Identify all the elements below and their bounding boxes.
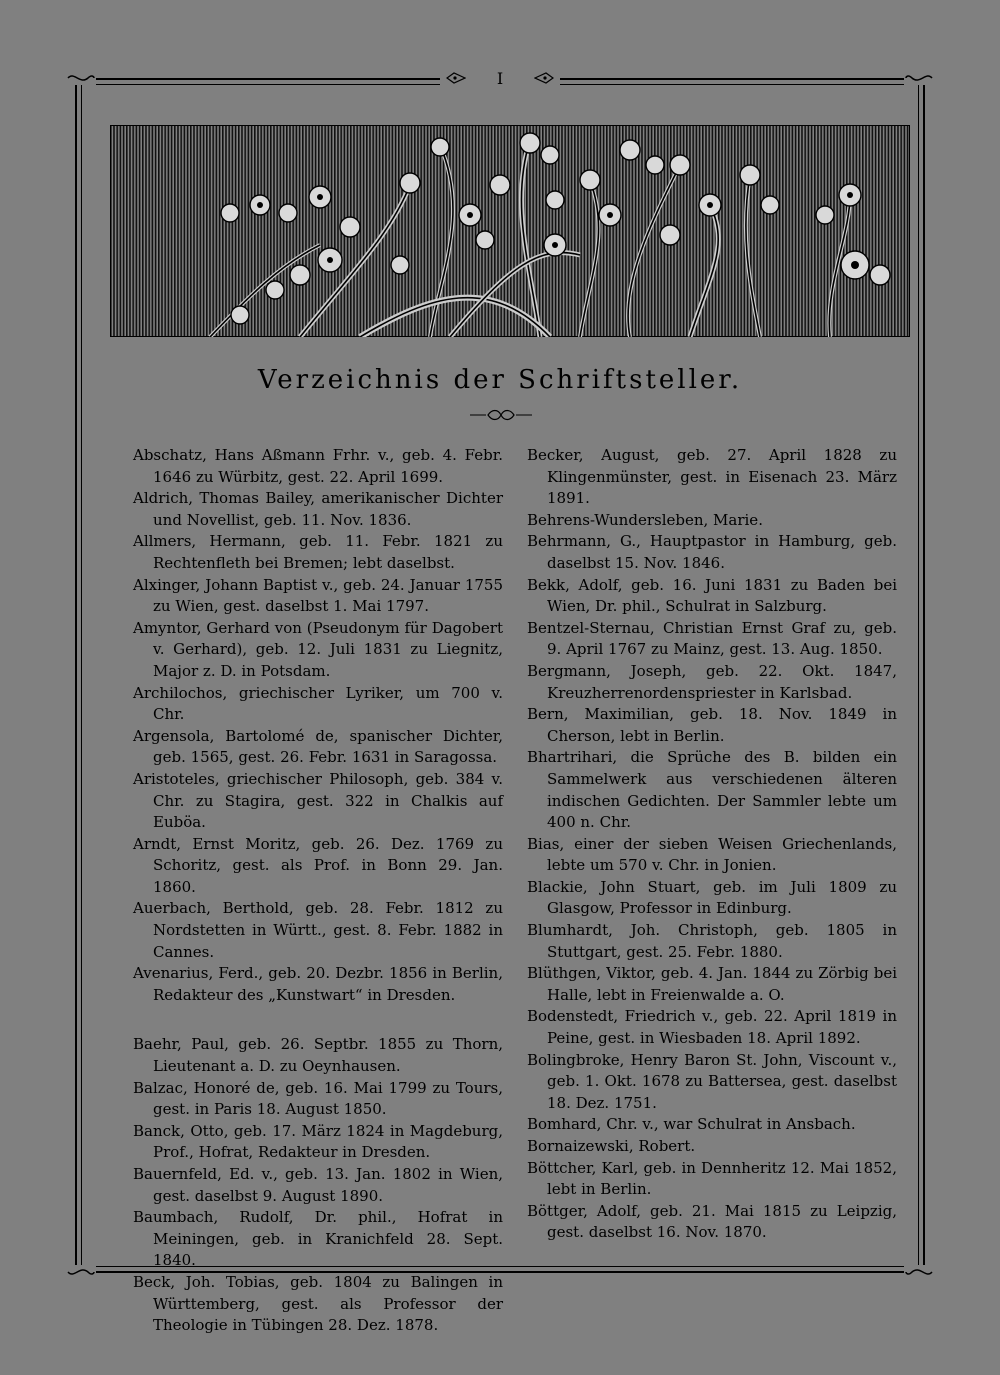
author-entry: Bolingbroke, Henry Baron St. John, Viscount v., geb. 1. Okt. 1678 zu Battersea, gest. daselbst 18. Dez. 1751. [527, 1050, 897, 1112]
author-entry: Böttger, Adolf, geb. 21. Mai 1815 zu Leipzig, gest. daselbst 16. Nov. 1870. [527, 1201, 897, 1242]
author-entry: Bern, Maximilian, geb. 18. Nov. 1849 in Cherson, lebt in Berlin. [527, 705, 897, 745]
author-entry: Böttcher, Karl, geb. in Dennheritz 12. Mai 1852, lebt in Berlin. [527, 1158, 897, 1199]
author-entry: Alxinger, Johann Baptist v., geb. 24. Januar 1755 zu Wien, gest. daselbst 1. Mai 1797. [133, 575, 503, 616]
author-entry: Behrens-Wundersleben, Marie. [527, 510, 763, 529]
author-entry: Blüthgen, Viktor, geb. 4. Jan. 1844 zu Zörbig bei Halle, lebt in Freienwalde a. O. [527, 964, 897, 1004]
author-entry: Bornaizewski, Robert. [527, 1137, 696, 1155]
author-entry: Behrmann, G., Hauptpastor in Hamburg, geb. daselbst 15. Nov. 1846. [527, 532, 897, 572]
corner-ornament-top-left [66, 71, 96, 85]
corner-ornament-bottom-left [66, 1265, 96, 1279]
heading-ornament [468, 408, 534, 422]
page-number: I [496, 69, 504, 88]
author-entry: Aldrich, Thomas Bailey, amerikanischer Dichter und Novellist, geb. 11. Nov. 1836. [133, 489, 503, 529]
author-entry: Baumbach, Rudolf, Dr. phil., Hofrat in Meiningen, geb. in Kranichfeld 28. Sept. 1840. [133, 1208, 503, 1270]
flower-header-illustration [110, 125, 910, 337]
author-entry: Blackie, John Stuart, geb. im Juli 1809 zu Glasgow, Professor in Edinburg. [527, 877, 897, 918]
author-entry: Bekk, Adolf, geb. 16. Juni 1831 zu Baden bei Wien, Dr. phil., Schulrat in Salzburg. [527, 575, 897, 616]
author-entry: Amyntor, Gerhard von (Pseudonym für Dagobert v. Gerhard), geb. 12. Juli 1831 zu Liegnitz, Major z. D. in Potsdam. [133, 618, 503, 680]
author-entry: Bomhard, Chr. v., war Schulrat in Ansbach. [527, 1115, 856, 1134]
author-entry: Allmers, Hermann, geb. 11. Febr. 1821 zu Rechtenfleth bei Bremen; lebt daselbst. [133, 532, 503, 572]
author-entry: Auerbach, Berthold, geb. 28. Febr. 1812 zu Nordstetten in Württ., gest. 8. Febr. 1882 in Cannes. [133, 899, 503, 961]
author-entry: Blumhardt, Joh. Christoph, geb. 1805 in Stuttgart, gest. 25. Febr. 1880. [527, 921, 897, 961]
author-entry: Banck, Otto, geb. 17. März 1824 in Magdeburg, Prof., Hofrat, Redakteur in Dresden. [133, 1121, 503, 1162]
corner-ornament-bottom-right [904, 1265, 934, 1279]
author-entry: Aristoteles, griechischer Philosoph, geb. 384 v. Chr. zu Stagira, gest. 322 in Chalkis auf Euböa. [133, 769, 503, 832]
author-entry: Balzac, Honoré de, geb. 16. Mai 1799 zu Tours, gest. in Paris 18. August 1850. [133, 1078, 503, 1119]
author-entry: Archilochos, griechischer Lyriker, um 700 v. Chr. [133, 683, 503, 724]
left-column [133, 445, 503, 1337]
author-entry: Bodenstedt, Friedrich v., geb. 22. April 1819 in Peine, gest. in Wiesbaden 18. April 1892. [527, 1007, 897, 1048]
author-entry: Becker, August, geb. 27. April 1828 zu Klingenmünster, gest. in Eisenach 23. März 1891. [527, 446, 897, 508]
author-entry: Arndt, Ernst Moritz, geb. 26. Dez. 1769 zu Schoritz, gest. als Prof. in Bonn 29. Jan. 1860. [133, 834, 503, 896]
page-number-box [440, 66, 560, 92]
author-entry: Baehr, Paul, geb. 26. Septbr. 1855 zu Thorn, Lieutenant a. D. zu Oeynhausen. [133, 1035, 503, 1076]
page-number-ornament-right [534, 72, 554, 84]
author-entry: Bauernfeld, Ed. v., geb. 13. Jan. 1802 in Wien, gest. daselbst 9. August 1890. [133, 1165, 503, 1205]
section-gap [133, 1006, 503, 1034]
corner-ornament-top-right [904, 71, 934, 85]
page-heading: Verzeichnis der Schriftsteller. [257, 365, 743, 395]
author-entry: Bias, einer der sieben Weisen Griechenlands, lebte um 570 v. Chr. in Jonien. [527, 834, 897, 875]
author-entry: Bentzel-Sternau, Christian Ernst Graf zu, geb. 9. April 1767 zu Mainz, gest. 13. Aug. 1850. [527, 618, 897, 659]
author-entry: Avenarius, Ferd., geb. 20. Dezbr. 1856 in Berlin, Redakteur des „Kunstwart“ in Dresden. [133, 964, 503, 1004]
author-entry: Abschatz, Hans Aßmann Frhr. v., geb. 4. Febr. 1646 zu Würbitz, gest. 22. April 1699. [133, 446, 503, 486]
author-entry: Bhartrihari, die Sprüche des B. bilden ein Sammelwerk aus verschiedenen älteren indischen Gedichten. Der Sammler lebte um 400 n. Chr. [527, 748, 897, 832]
author-entry: Argensola, Bartolomé de, spanischer Dichter, geb. 1565, gest. 26. Febr. 1631 in Saragossa. [133, 726, 503, 767]
author-entry: Bergmann, Joseph, geb. 22. Okt. 1847, Kreuzherrenordenspriester in Karlsbad. [527, 661, 897, 702]
right-column [527, 445, 897, 1244]
author-entry: Beck, Joh. Tobias, geb. 1804 zu Balingen in Württemberg, gest. als Professor der Theologie in Tübingen 28. Dez. 1878. [133, 1272, 503, 1335]
